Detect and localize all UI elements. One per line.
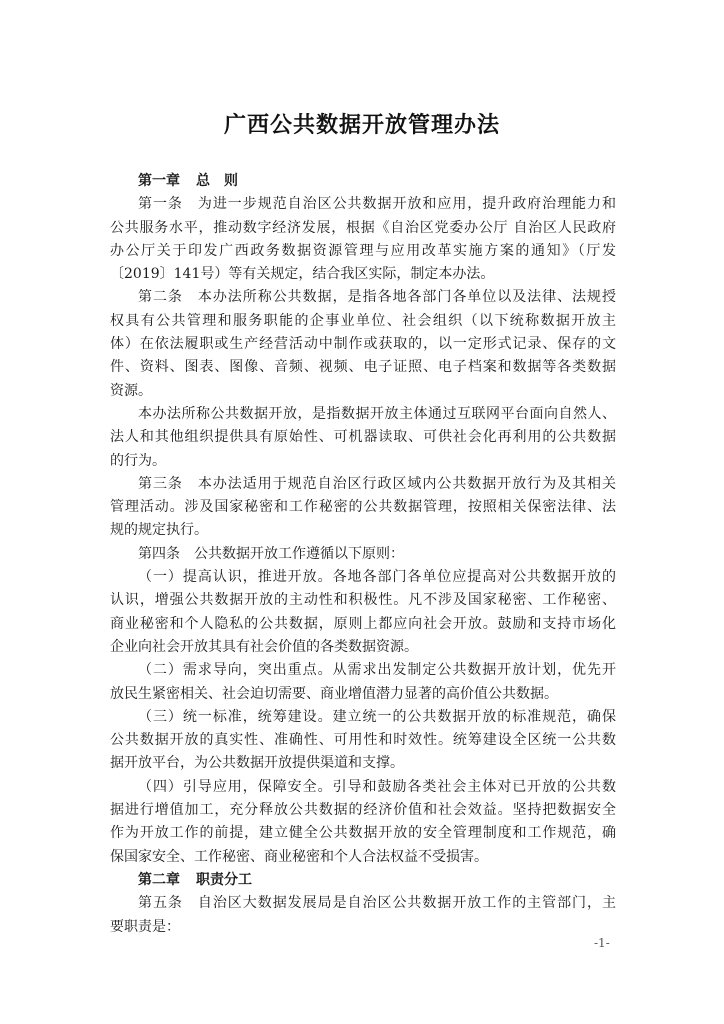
paragraph-line: 放民生紧密相关、社会迫切需要、商业增值潜力显著的高价值公共数据。 xyxy=(110,685,558,702)
paragraph-line: 体）在依法履职或生产经营活动中制作或获取的，以一定形式记录、保存的文 xyxy=(110,336,616,353)
paragraph-line: 第二条 本办法所称公共数据，是指各地各部门各单位以及法律、法规授 xyxy=(138,289,616,306)
paragraph-line: 资源。 xyxy=(110,382,152,399)
paragraph-line: 据进行增值加工，充分释放公共数据的经济价值和社会效益。坚持把数据安全 xyxy=(110,802,616,819)
page-number: -1- xyxy=(594,936,610,950)
paragraph-line: （三）统一标准，统筹建设。建立统一的公共数据开放的标准规范，确保 xyxy=(138,708,616,725)
paragraph-line: 公共数据开放的真实性、准确性、可用性和时效性。统筹建设全区统一公共数 xyxy=(110,732,616,749)
paragraph-line: 公共服务水平，推动数字经济发展，根据《自治区党委办公厅 自治区人民政府 xyxy=(110,219,616,236)
paragraph-line: 法人和其他组织提供具有原始性、可机器读取、可供社会化再利用的公共数据 xyxy=(110,429,616,446)
paragraph-line: 〔2019〕141号）等有关规定，结合我区实际，制定本办法。 xyxy=(110,266,495,283)
paragraph-line: 要职责是： xyxy=(110,918,180,935)
chapter-heading xyxy=(110,170,616,193)
document-body xyxy=(110,170,616,939)
paragraph-line: 第一条 为进一步规范自治区公共数据开放和应用，提升政府治理能力和 xyxy=(138,196,616,213)
paragraph-line: （一）提高认识，推进开放。各地各部门各单位应提高对公共数据开放的 xyxy=(138,569,616,586)
paragraph-line: 第三条 本办法适用于规范自治区行政区域内公共数据开放行为及其相关 xyxy=(138,475,616,492)
paragraph-line: 第四条 公共数据开放工作遵循以下原则： xyxy=(138,545,404,562)
paragraph-line: 作为开放工作的前提，建立健全公共数据开放的安全管理制度和工作规范，确 xyxy=(110,825,616,842)
chapter-title: 总 则 xyxy=(196,173,238,189)
paragraph-line: 认识，增强公共数据开放的主动性和积极性。凡不涉及国家秘密、工作秘密、 xyxy=(110,592,616,609)
paragraph-line: 的行为。 xyxy=(110,452,166,469)
paragraph-line: 本办法所称公共数据开放，是指数据开放主体通过互联网平台面向自然人、 xyxy=(138,405,616,422)
paragraph-line: 规的规定执行。 xyxy=(110,522,208,539)
paragraph-line: 第五条 自治区大数据发展局是自治区公共数据开放工作的主管部门，主 xyxy=(138,895,616,912)
document-title: 广西公共数据开放管理办法 xyxy=(223,113,500,138)
chapter-title: 职责分工 xyxy=(196,871,252,888)
paragraph-line: 权具有公共管理和服务职能的企事业单位、社会组织（以下统称数据开放主 xyxy=(110,312,616,329)
paragraph-line: 据开放平台，为公共数据开放提供渠道和支撑。 xyxy=(110,755,404,772)
paragraph-line: 件、资料、图表、图像、音频、视频、电子证照、电子档案和数据等各类数据 xyxy=(110,359,616,376)
chapter-heading xyxy=(110,869,616,892)
paragraph-line: 商业秘密和个人隐私的公共数据，原则上都应向社会开放。鼓励和支持市场化 xyxy=(110,615,616,632)
paragraph-line: （二）需求导向，突出重点。从需求出发制定公共数据开放计划，优先开 xyxy=(138,662,616,679)
chapter-label: 第二章 xyxy=(138,871,180,888)
paragraph-line: 保国家安全、工作秘密、商业秘密和个人合法权益不受损害。 xyxy=(110,848,488,865)
paragraph-line: 企业向社会开放其具有社会价值的各类数据资源。 xyxy=(110,638,418,655)
paragraph-line: （四）引导应用，保障安全。引导和鼓励各类社会主体对已开放的公共数 xyxy=(138,778,616,795)
chapter-label: 第一章 xyxy=(138,173,180,189)
paragraph-line: 办公厅关于印发广西政务数据资源管理与应用改革实施方案的通知》（厅发 xyxy=(110,242,616,259)
paragraph-line: 管理活动。涉及国家秘密和工作秘密的公共数据管理，按照相关保密法律、法 xyxy=(110,499,616,516)
